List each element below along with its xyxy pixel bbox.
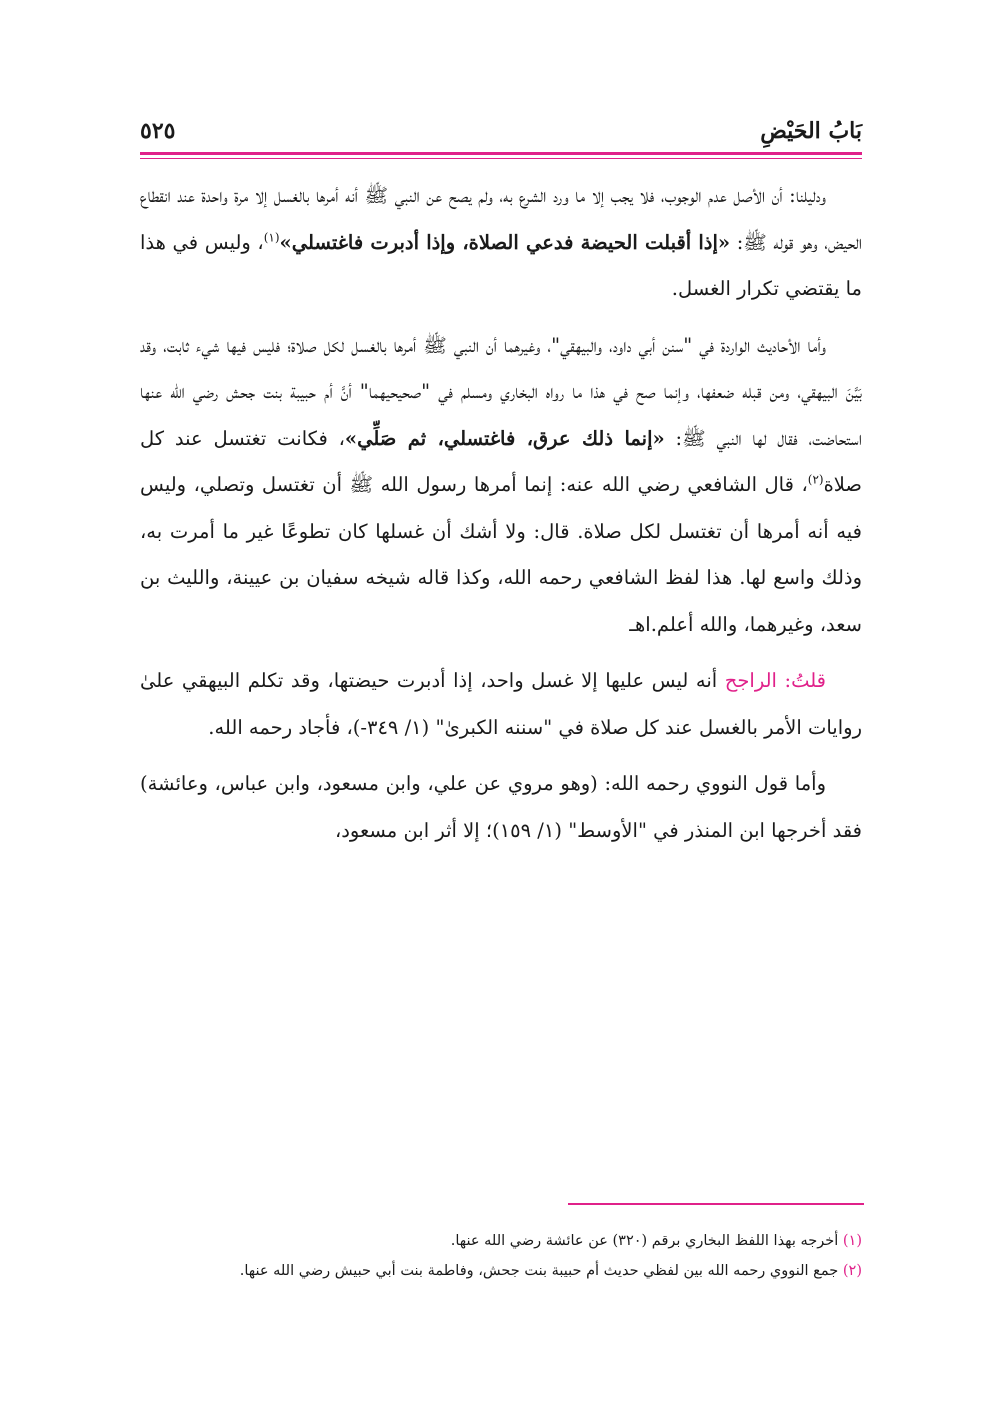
footnote-text: جمع النووي رحمه الله بين لفظي حديث أم حبيبة بنت جحش، وفاطمة بنت أبي حبيش رضي الله عنها. [239,1263,839,1279]
footnote-number: (٢) [842,1263,862,1279]
footnote-text: أخرجه بهذا اللفظ البخاري برقم (٣٢٠) عن عائشة رضي الله عنها. [450,1233,839,1249]
page-body [140,108,862,854]
source-title: "سننه الكبرىٰ" [435,715,553,739]
footnote-2 [140,1256,862,1286]
source-title: "صحيحيهما" [359,380,431,403]
footnotes [140,1226,862,1286]
footnote-separator [568,1203,864,1205]
header-rule-thick [140,152,862,155]
main-text [140,173,862,854]
source-title: "الأوسط" [568,818,647,842]
paragraph-2: وأما الأحاديث الواردة في "سنن أبي داود، والبيهقي"، وغيرهما أن النبي ﷺ أمرها بالغسل لكل صلاة؛ فليس فيها شيء ثابت، وقد بَيَّنَ البيهقي، ومن قبله ضعفها، وإنما صح في هذا ما رواه البخاري ومسلم في "صحيحيهما" أنَّ أم حبيبة بنت جحش رضي الله عنها استحاضت، فقال لها النبي ﷺ: «إنما ذلك عرق، فاغتسلي، ثم صَلِّي»، فكانت تغتسل عند كل صلاة$^{(٢)}$، قال الشافعي رضي الله عنه: إنما أمرها رسول الله ﷺ أن تغتسل وتصلي، وليس فيه أنه أمرها أن تغتسل لكل صلاة. قال: ولا أشك أن غسلها كان تطوعًا غير ما أمرت به، وذلك واسع لها. هذا لفظ الشافعي رحمه الله، وكذا قاله شيخه سفيان بن عيينة، والليث بن سعد، وغيرهما، والله أعلم.اهـ [140,333,862,636]
source-title: "سنن أبي داود، والبيهقي" [551,333,693,357]
footnote-number: (١) [842,1233,862,1249]
header-rule-thin [140,158,862,159]
hadith-quote: «إنما ذلك عرق، فاغتسلي، ثم صَلِّي» [344,426,665,450]
chapter-title: بَابُ الحَيْضِ [760,118,862,144]
hadith-quote: «إذا أقبلت الحيضة فدعي الصلاة، وإذا أدبرت فاغتسلي» [279,230,731,254]
running-header [140,108,862,152]
paragraph-4: وأما قول النووي رحمه الله: (وهو مروي عن علي، وابن مسعود، وابن عباس، وعائشة) فقد أخرجها ابن المنذر في "الأوسط" (١/ ١٥٩)؛ إلا أثر ابن مسعود، [140,772,862,842]
page-number: ٥٢٥ [140,118,176,144]
footnote-ref[interactable]: (١) [263,230,280,244]
paragraph-1: ودليلنا: أن الأصل عدم الوجوب، فلا يجب إلا ما ورد الشرع به، ولم يصح عن النبي ﷺ أنه أمرها بالغسل إلا مرة واحدة عند انقطاع الحيض، وهو قوله ﷺ: «إذا أقبلت الحيضة فدعي الصلاة، وإذا أدبرت فاغتسلي»$^{(١)}$، وليس في هذا ما يقتضي تكرار الغسل. [140,184,862,300]
verdict-label: قلتُ: الراجح [724,669,826,692]
paragraph-3: قلتُ: الراجح أنه ليس عليها إلا غسل واحد، إذا أدبرت حيضتها، وقد تكلم البيهقي علىٰ روايات الأمر بالغسل عند كل صلاة في "سننه الكبرىٰ" (١/ ٣٤٩-)، فأجاد رحمه الله. [140,669,862,739]
footnote-1 [140,1226,862,1256]
footnote-ref[interactable]: (٢) [807,472,824,487]
